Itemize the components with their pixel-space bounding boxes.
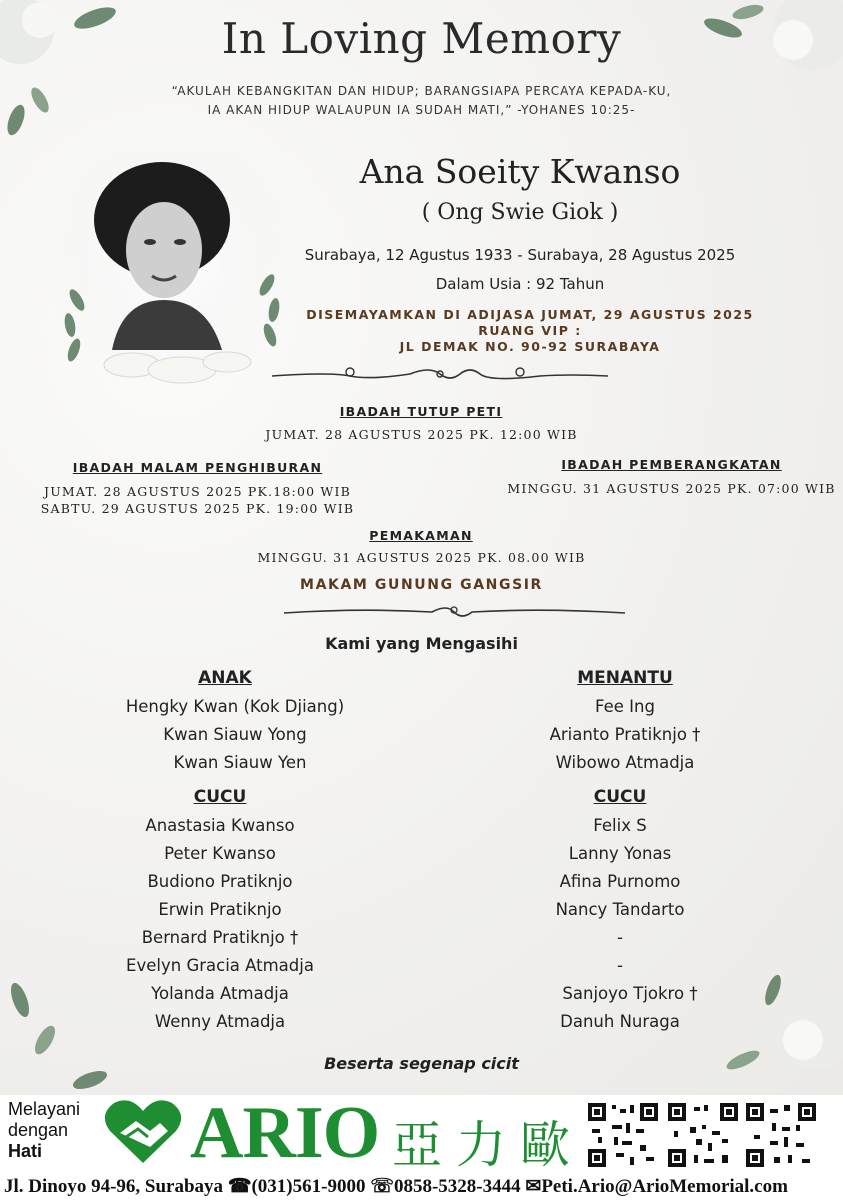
list-item: Arianto Pratiknjo † xyxy=(549,725,701,744)
service-time-tutup-peti: JUMAT. 28 AGUSTUS 2025 PK. 12:00 WIB xyxy=(265,427,578,442)
slogan-line: Melayani xyxy=(8,1099,81,1119)
list-item: Afina Purnomo xyxy=(559,872,681,891)
service-title-tutup-peti: IBADAH TUTUP PETI xyxy=(339,404,503,419)
service-title-pemberangkatan: IBADAH PEMBERANGKATAN xyxy=(561,457,782,472)
list-item: Lanny Yonas xyxy=(568,844,672,863)
lying-line: RUANG VIP : xyxy=(478,323,582,338)
list-item: Anastasia Kwanso xyxy=(145,816,295,835)
menantu-heading: MENANTU xyxy=(577,668,673,688)
verse-line: “AKULAH KEBANGKITAN DAN HIDUP; BARANGSIAPA PERCAYA KEPADA-KU, xyxy=(171,84,672,98)
list-item: Kwan Siauw Yong xyxy=(163,725,307,744)
age: Dalam Usia : 92 Tahun xyxy=(435,275,605,293)
ornamental-divider xyxy=(282,600,627,622)
service-time-pemakaman: MINGGU. 31 AGUSTUS 2025 PK. 08.00 WIB xyxy=(257,550,586,565)
list-item: Wibowo Atmadja xyxy=(555,753,695,772)
list-item: Wenny Atmadja xyxy=(154,1012,286,1031)
lying-in-state xyxy=(290,307,770,355)
email-icon: ✉ xyxy=(525,1176,542,1197)
cucu-left-list xyxy=(80,812,360,1036)
whatsapp-icon: ☏ xyxy=(370,1176,394,1197)
closing-line: Beserta segenap cicit xyxy=(324,1054,519,1073)
list-item: Budiono Pratiknjo xyxy=(147,872,293,891)
service-time-malam-1: JUMAT. 28 AGUSTUS 2025 PK.18:00 WIB xyxy=(43,484,351,499)
brand-name: ARIO xyxy=(190,1092,380,1174)
phone-icon: ☎ xyxy=(227,1176,252,1197)
lying-line: JL DEMAK NO. 90-92 SURABAYA xyxy=(399,339,661,354)
list-item: - xyxy=(617,928,623,947)
menantu-list xyxy=(490,693,760,777)
qr-code-icon xyxy=(666,1101,740,1169)
list-item: Evelyn Gracia Atmadja xyxy=(126,956,314,975)
service-title-malam-penghiburan: IBADAH MALAM PENGHIBURAN xyxy=(72,460,323,475)
service-title-pemakaman: PEMAKAMAN xyxy=(369,528,473,543)
list-item: Yolanda Atmadja xyxy=(151,984,289,1003)
list-item: - xyxy=(617,956,623,975)
email-address[interactable]: Peti.Ario@ArioMemorial.com xyxy=(541,1176,788,1197)
list-item: Bernard Pratiknjo † xyxy=(141,928,299,947)
brand-chinese: 亞力歐 xyxy=(392,1116,584,1174)
service-time-malam-2: SABTU. 29 AGUSTUS 2025 PK. 19:00 WIB xyxy=(40,501,355,516)
service-time-pemberangkatan: MINGGU. 31 AGUSTUS 2025 PK. 07:00 WIB xyxy=(507,481,836,496)
deceased-name: Ana Soeity Kwanso xyxy=(359,152,681,191)
qr-code-icon xyxy=(744,1101,818,1169)
anak-heading: ANAK xyxy=(198,668,252,688)
qr-code-icon xyxy=(586,1101,660,1169)
contact-line xyxy=(4,1175,788,1198)
list-item: Hengky Kwan (Kok Djiang) xyxy=(125,697,345,716)
list-item: Fee Ing xyxy=(595,697,655,716)
list-item: Felix S xyxy=(593,816,647,835)
address-text: Jl. Dinoyo 94-96, Surabaya xyxy=(4,1176,224,1197)
slogan-line: Hati xyxy=(8,1141,43,1161)
cucu-right-list xyxy=(490,812,750,1036)
list-item: Nancy Tandarto xyxy=(555,900,685,919)
handshake-heart-logo xyxy=(104,1097,182,1167)
list-item: Danuh Nuraga xyxy=(560,1012,680,1031)
slogan xyxy=(8,1099,80,1162)
ornamental-divider xyxy=(270,362,610,386)
page-title: In Loving Memory xyxy=(221,14,622,63)
whatsapp-number[interactable]: 0858-5328-3444 xyxy=(393,1176,521,1197)
life-dates: Surabaya, 12 Agustus 1933 - Surabaya, 28 Agustus 2025 xyxy=(304,246,736,264)
list-item: Peter Kwanso xyxy=(164,844,276,863)
cemetery-name: MAKAM GUNUNG GANGSIR xyxy=(300,577,543,593)
anak-list xyxy=(80,693,390,777)
cucu-left-heading: CUCU xyxy=(193,787,247,807)
family-heading: Kami yang Mengasihi xyxy=(325,634,518,653)
cucu-right-heading: CUCU xyxy=(593,787,647,807)
deceased-alias: ( Ong Swie Giok ) xyxy=(421,200,619,225)
lying-line: DISEMAYAMKAN DI ADIJASA JUMAT, 29 AGUSTUS 2025 xyxy=(306,307,754,322)
bible-verse xyxy=(100,82,743,120)
list-item: Erwin Pratiknjo xyxy=(158,900,282,919)
phone-number[interactable]: (031)561-9000 xyxy=(251,1176,366,1197)
list-item: Sanjoyo Tjokro † xyxy=(562,984,698,1003)
funeral-home-footer xyxy=(0,1092,843,1200)
slogan-line: dengan xyxy=(8,1120,69,1140)
verse-line: IA AKAN HIDUP WALAUPUN IA SUDAH MATI,” -YOHANES 10:25- xyxy=(207,103,636,117)
list-item: Kwan Siauw Yen xyxy=(173,753,307,772)
portrait-photo xyxy=(52,150,292,390)
